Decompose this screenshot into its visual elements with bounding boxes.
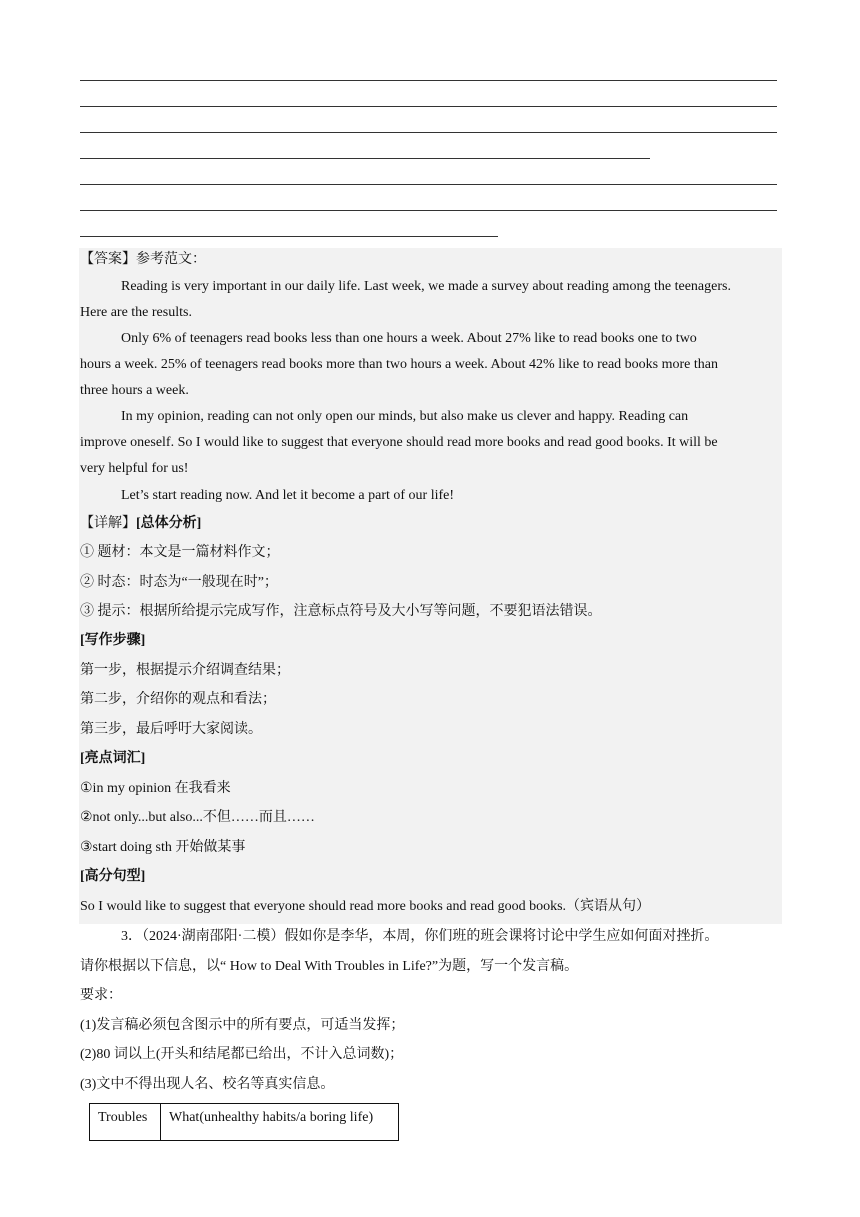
writing-step: 第一步，根据提示介绍调查结果； bbox=[80, 663, 290, 678]
analysis-item: ③ 提示：根据所给提示完成写作，注意标点符号及大小写等问题，不要犯语法错误。 bbox=[80, 604, 602, 619]
answer-blank-line bbox=[80, 80, 777, 81]
writing-steps-title: [写作步骤] bbox=[80, 633, 146, 648]
vocab-title: [亮点词汇] bbox=[80, 751, 146, 766]
question-3-prompt: 3．（2024·湖南邵阳·二模）假如你是李华，本周，你们班的班会课将讨论中学生应如何面对挫折。 bbox=[121, 929, 719, 944]
answer-blank-line bbox=[80, 210, 777, 211]
requirement-item: (2)80 词以上(开头和结尾都已给出，不计入总词数)； bbox=[80, 1047, 404, 1062]
essay-paragraph-2: Only 6% of teenagers read books less than one hours a week. About 27% like to read books one to two bbox=[121, 331, 697, 346]
answer-blank-line bbox=[80, 158, 650, 159]
analysis-item: ② 时态：时态为“一般现在时”； bbox=[80, 575, 278, 590]
detail-heading bbox=[80, 514, 201, 534]
detail-label: 【详解】 bbox=[80, 516, 136, 531]
essay-paragraph-2-cont: three hours a week. bbox=[80, 383, 189, 398]
answer-label: 【答案】参考范文： bbox=[80, 252, 206, 267]
analysis-item: ① 题材：本文是一篇材料作文； bbox=[80, 545, 280, 560]
requirement-item: (3)文中不得出现人名、校名等真实信息。 bbox=[80, 1077, 335, 1092]
table-cell: What(unhealthy habits/a boring life) bbox=[161, 1104, 399, 1141]
vocab-item: ①in my opinion 在我看来 bbox=[80, 781, 231, 796]
question-3-prompt-cont: 请你根据以下信息，以“ How to Deal With Troubles in Life?”为题，写一个发言稿。 bbox=[80, 959, 579, 974]
vocab-item: ②not only...but also...不但……而且…… bbox=[80, 810, 315, 825]
vocab-item: ③start doing sth 开始做某事 bbox=[80, 840, 246, 855]
sentence-pattern-title: [高分句型] bbox=[80, 869, 146, 884]
answer-blank-line bbox=[80, 106, 777, 107]
table-cell: Troubles bbox=[90, 1104, 161, 1141]
writing-step: 第二步，介绍你的观点和看法； bbox=[80, 692, 276, 707]
answer-blank-line bbox=[80, 236, 498, 237]
requirements-label: 要求： bbox=[80, 988, 122, 1003]
prompt-table bbox=[89, 1103, 399, 1141]
essay-paragraph-3: In my opinion, reading can not only open our minds, but also make us clever and happy. Reading can bbox=[121, 409, 689, 424]
essay-paragraph-2-cont: hours a week. 25% of teenagers read books more than two hours a week. About 42% like to read books more than bbox=[80, 357, 718, 372]
table-row bbox=[90, 1104, 399, 1141]
answer-blank-line bbox=[80, 132, 777, 133]
writing-step: 第三步，最后呼吁大家阅读。 bbox=[80, 722, 262, 737]
overall-analysis-title: [总体分析] bbox=[136, 516, 202, 531]
essay-paragraph-3-cont: improve oneself. So I would like to suggest that everyone should read more books and read good books. It will be bbox=[80, 435, 718, 450]
essay-paragraph-1: Reading is very important in our daily life. Last week, we made a survey about reading among the teenagers. bbox=[121, 279, 731, 294]
essay-paragraph-4: Let’s start reading now. And let it become a part of our life! bbox=[121, 488, 455, 503]
sentence-pattern: So I would like to suggest that everyone should read more books and read good books.（宾语从句） bbox=[80, 899, 651, 914]
requirement-item: (1)发言稿必须包含图示中的所有要点，可适当发挥； bbox=[80, 1018, 405, 1033]
answer-blank-line bbox=[80, 184, 777, 185]
essay-paragraph-1-cont: Here are the results. bbox=[80, 305, 192, 320]
essay-paragraph-3-cont: very helpful for us! bbox=[80, 461, 189, 476]
